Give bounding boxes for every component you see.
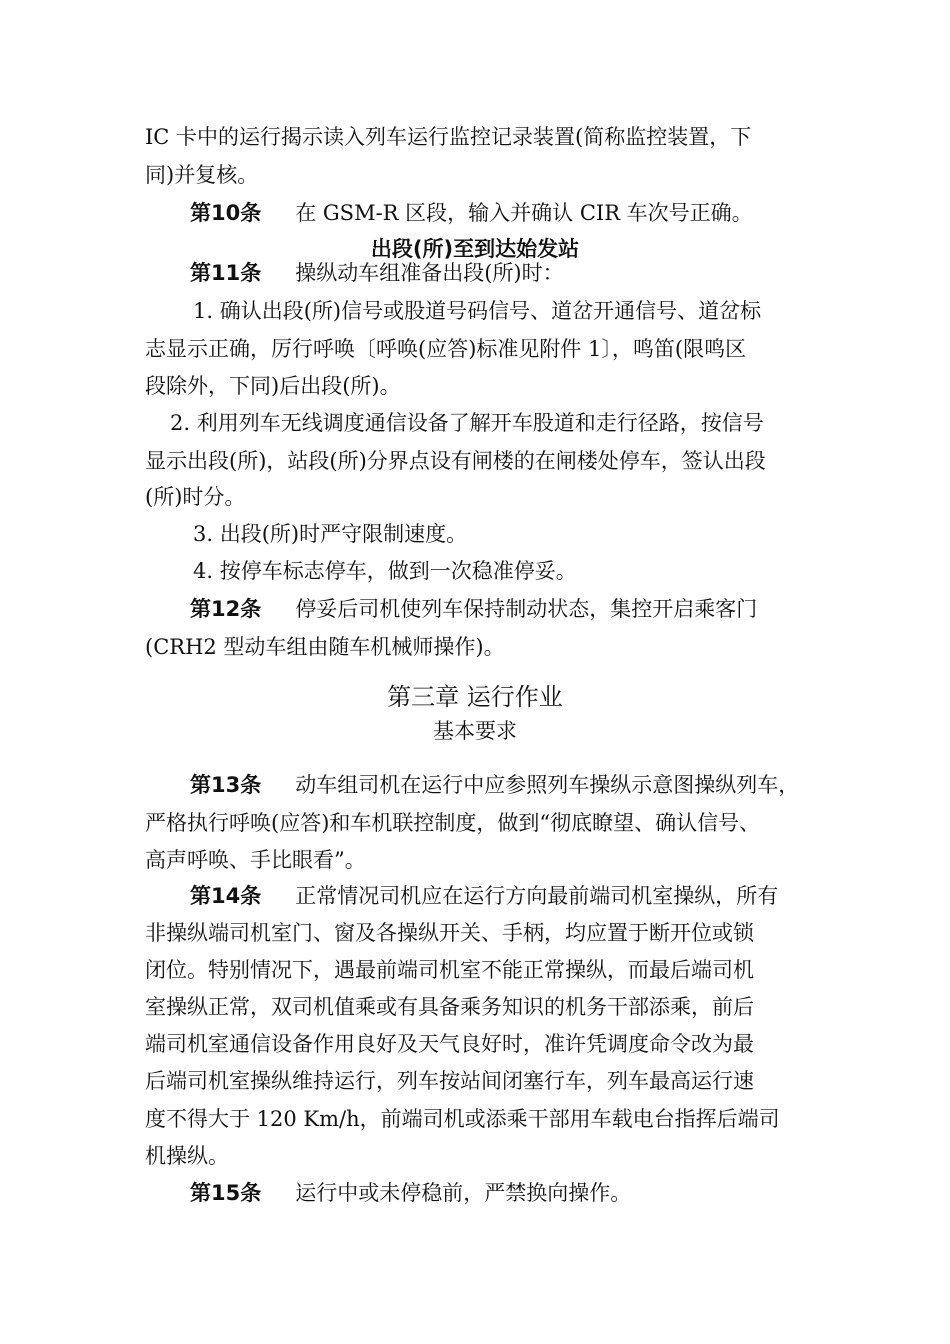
article-text: 动车组司机在运行中应参照列车操纵示意图操纵列车，	[295, 773, 800, 797]
paragraph-line: 闭位。特别情况下，遇最前端司机室不能正常操纵，而最后端司机	[145, 958, 754, 982]
paragraph-line: IC 卡中的运行揭示读入列车运行监控记录装置(简称监控装置，下	[145, 125, 752, 149]
paragraph-line: 后端司机室操纵维持运行，列车按站间闭塞行车，列车最高运行速	[145, 1069, 754, 1093]
article-label: 第12条	[190, 597, 262, 621]
article-text: 在 GSM-R 区段，输入并确认 CIR 车次号正确。	[295, 201, 753, 225]
article-label: 第10条	[190, 201, 262, 225]
paragraph-line: 非操纵端司机室门、窗及各操纵开关、手柄，均应置于断开位或锁	[145, 921, 754, 945]
list-item-2-line: 2. 利用列车无线调度通信设备了解开车股道和走行径路，按信号	[170, 411, 764, 435]
article-14	[190, 881, 778, 911]
article-label: 第11条	[190, 261, 262, 285]
chapter-title: 第三章 运行作业	[387, 683, 563, 711]
article-11	[190, 258, 564, 288]
paragraph-line: 严格执行呼唤(应答)和车机联控制度，做到“彻底瞭望、确认信号、	[145, 811, 761, 835]
article-text: 停妥后司机使列车保持制动状态，集控开启乘客门	[295, 597, 758, 621]
list-item-1-line: 1. 确认出段(所)信号或股道号码信号、道岔开通信号、道岔标	[193, 299, 762, 323]
article-label: 第14条	[190, 884, 262, 908]
list-item-2-line: 显示出段(所)，站段(所)分界点设有闸楼的在闸楼处停车，签认出段	[145, 449, 766, 473]
list-item-2-line: (所)时分。	[145, 485, 246, 509]
article-10	[190, 198, 753, 228]
paragraph-line: (CRH2 型动车组由随车机械师操作)。	[145, 635, 505, 659]
paragraph-line: 端司机室通信设备作用良好及天气良好时，准许凭调度命令改为最	[145, 1032, 754, 1056]
list-item-4: 4. 按停车标志停车，做到一次稳准停妥。	[193, 559, 577, 583]
paragraph-line: 同)并复核。	[145, 163, 259, 187]
list-item-1-line: 段除外，下同)后出段(所)。	[145, 374, 401, 398]
paragraph-line: 室操纵正常，双司机值乘或有具备乘务知识的机务干部添乘，前后	[145, 995, 754, 1019]
article-13	[190, 770, 799, 800]
article-12	[190, 594, 757, 624]
article-label: 第13条	[190, 773, 262, 797]
paragraph-line: 高声呼唤、手比眼看”。	[145, 848, 366, 872]
list-item-1-line: 志显示正确，厉行呼唤〔呼唤(应答)标准见附件 1〕，鸣笛(限鸣区	[145, 337, 747, 361]
subsection-title: 基本要求	[433, 719, 517, 743]
section-title: 出段(所)至到达始发站	[370, 237, 580, 261]
article-15	[190, 1178, 631, 1208]
paragraph-line: 度不得大于 120 Km/h，前端司机或添乘干部用车载电台指挥后端司	[145, 1107, 780, 1131]
article-text: 运行中或未停稳前，严禁换向操作。	[295, 1181, 632, 1205]
article-text: 正常情况司机应在运行方向最前端司机室操纵，所有	[295, 884, 779, 908]
paragraph-line: 机操纵。	[145, 1144, 229, 1168]
article-label: 第15条	[190, 1181, 262, 1205]
list-item-3: 3. 出段(所)时严守限制速度。	[193, 522, 468, 546]
article-text: 操纵动车组准备出段(所)时：	[295, 261, 564, 285]
